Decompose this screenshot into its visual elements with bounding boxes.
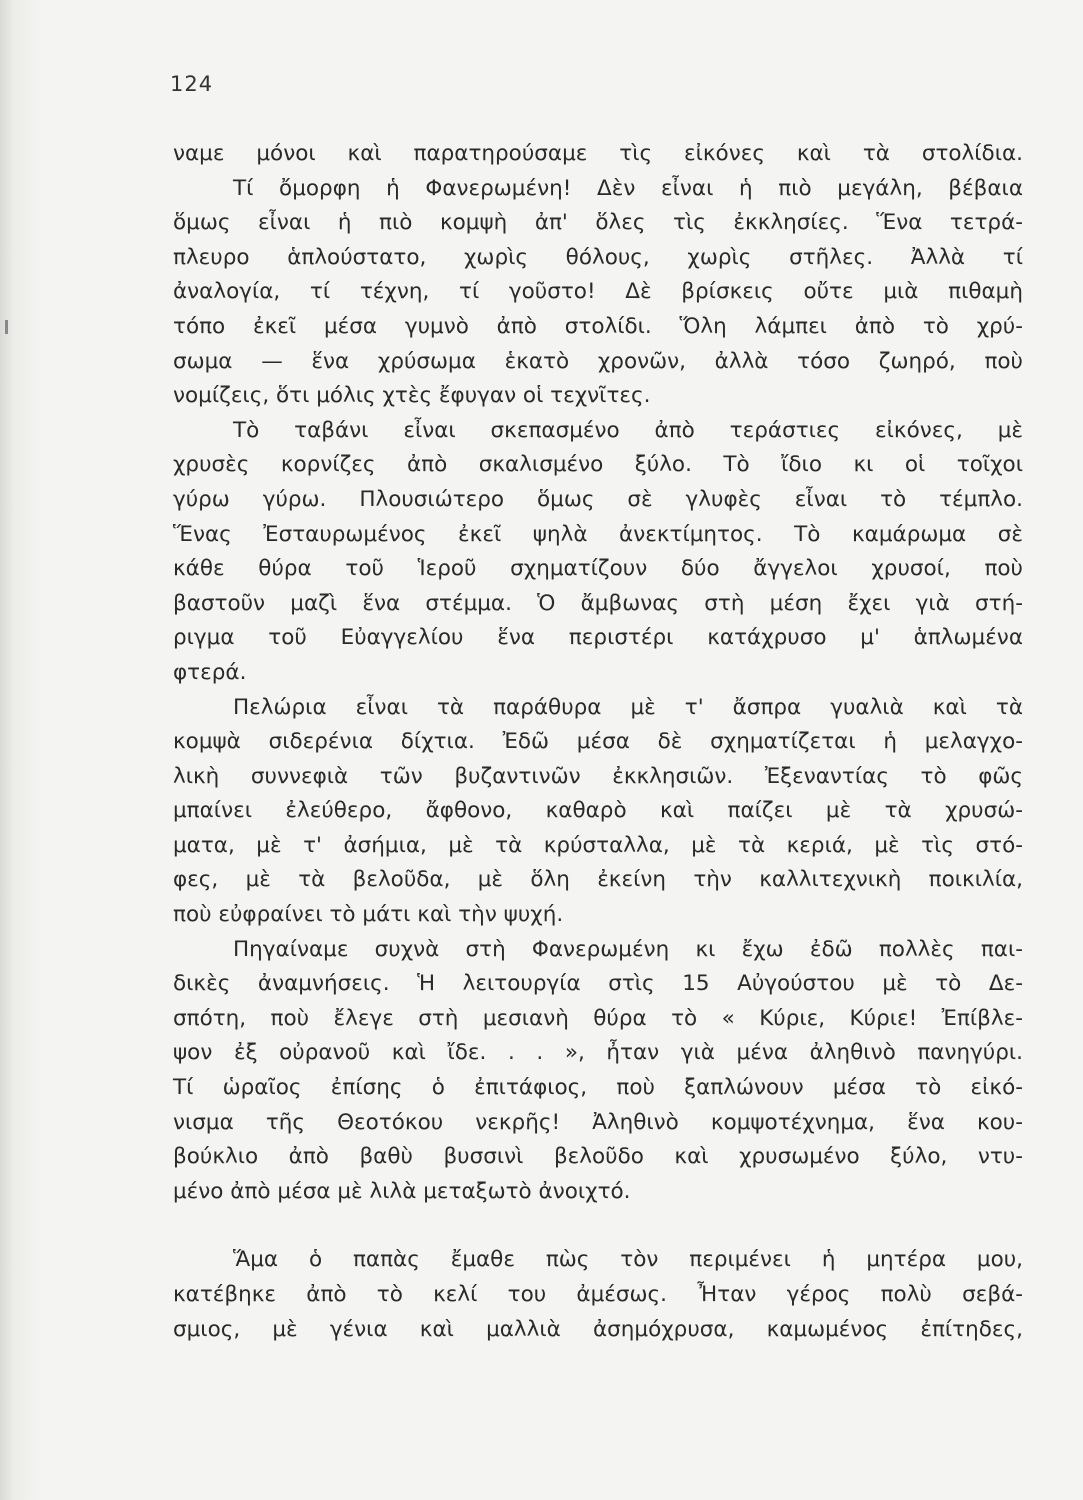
body-text (173, 137, 1023, 1347)
text-line: Τὸ ταβάνι εἶναι σκεπασμένο ἀπὸ τεράστιες εἰκόνες, μὲ (233, 417, 1023, 443)
text-line: ὅμως εἶναι ἡ πιὸ κομψὴ ἀπ' ὅλες τὶς ἐκκλησίες. Ἕνα τετρά- (173, 210, 1023, 236)
text-line: κάθε θύρα τοῦ Ἱεροῦ σχηματίζουν δύο ἄγγελοι χρυσοί, ποὺ (173, 556, 1023, 582)
text-line: βαστοῦν μαζὶ ἕνα στέμμα. Ὁ ἄμβωνας στὴ μέση ἔχει γιὰ στή- (173, 590, 1023, 616)
text-line: τόπο ἐκεῖ μέσα γυμνὸ ἀπὸ στολίδι. Ὅλη λάμπει ἀπὸ τὸ χρύ- (173, 313, 1023, 339)
text-line: χρυσὲς κορνίζες ἀπὸ σκαλισμένο ξύλο. Τὸ ἴδιο κι οἱ τοῖχοι (173, 452, 1023, 478)
text-line: ψον ἐξ οὐρανοῦ καὶ ἴδε. . . », ἦταν γιὰ μένα ἀληθινὸ πανηγύρι. (173, 1040, 1023, 1066)
text-line: νομίζεις, ὅτι μόλις χτὲς ἔφυγαν οἱ τεχνῖτες. (173, 383, 651, 409)
text-line: ναμε μόνοι καὶ παρατηρούσαμε τὶς εἰκόνες καὶ τὰ στολίδια. (173, 141, 1023, 166)
text-line: ριγμα τοῦ Εὐαγγελίου ἕνα περιστέρι κατάχρυσο μ' ἁπλωμένα (173, 625, 1023, 651)
page-number: 124 (170, 72, 214, 96)
text-line: μπαίνει ἐλεύθερο, ἄφθονο, καθαρὸ καὶ παίζει μὲ τὰ χρυσώ- (173, 798, 1023, 824)
text-line: νισμα τῆς Θεοτόκου νεκρῆς! Ἀληθινὸ κομψοτέχνημα, ἕνα κου- (173, 1109, 1023, 1135)
text-line: κατέβηκε ἀπὸ τὸ κελί του ἀμέσως. Ἦταν γέρος πολὺ σεβά- (173, 1282, 1023, 1307)
text-line: Πηγαίναμε συχνὰ στὴ Φανερωμένη κι ἔχω ἐδῶ πολλὲς παι- (233, 936, 1023, 962)
text-line: πλευρο ἁπλούστατο, χωρὶς θόλους, χωρὶς στῆλες. Ἀλλὰ τί (173, 244, 1023, 270)
text-line: Τί ὄμορφη ἡ Φανερωμένη! Δὲν εἶναι ἡ πιὸ μεγάλη, βέβαια (233, 175, 1023, 201)
text-line: δικὲς ἀναμνήσεις. Ἡ λειτουργία στὶς 15 Αὐγούστου μὲ τὸ Δε- (173, 971, 1023, 997)
text-line: φες, μὲ τὰ βελοῦδα, μὲ ὅλη ἐκείνη τὴν καλλιτεχνικὴ ποικιλία, (173, 867, 1023, 893)
section-gap (173, 1209, 1023, 1243)
text-line: ἀναλογία, τί τέχνη, τί γοῦστο! Δὲ βρίσκεις οὔτε μιὰ πιθαμὴ (173, 279, 1023, 305)
text-line: σωμα — ἕνα χρύσωμα ἑκατὸ χρονῶν, ἀλλὰ τόσο ζωηρό, ποὺ (173, 348, 1023, 374)
text-line: Πελώρια εἶναι τὰ παράθυρα μὲ τ' ἄσπρα γυαλιὰ καὶ τὰ (233, 694, 1023, 720)
text-line: Ἅμα ὁ παπὰς ἔμαθε πὼς τὸν περιμένει ἡ μητέρα μου, (233, 1247, 1023, 1273)
margin-mark (5, 320, 8, 334)
text-line: Ἕνας Ἐσταυρωμένος ἐκεῖ ψηλὰ ἀνεκτίμητος. Τὸ καμάρωμα σὲ (173, 521, 1023, 547)
text-line: λικὴ συννεφιὰ τῶν βυζαντινῶν ἐκκλησιῶν. Ἐξεναντίας τὸ φῶς (173, 763, 1023, 789)
text-line: μένο ἀπὸ μέσα μὲ λιλὰ μεταξωτὸ ἀνοιχτό. (173, 1178, 631, 1204)
text-line: κομψὰ σιδερένια δίχτια. Ἐδῶ μέσα δὲ σχηματίζεται ἡ μελαγχο- (173, 729, 1023, 755)
text-line: σπότη, ποὺ ἔλεγε στὴ μεσιανὴ θύρα τὸ « Κύριε, Κύριε! Ἐπίβλε- (173, 1005, 1023, 1031)
text-line: Τί ὡραῖος ἐπίσης ὁ ἐπιτάφιος, ποὺ ξαπλώνουν μέσα τὸ εἰκό- (173, 1075, 1023, 1101)
text-line: βούκλιο ἀπὸ βαθὺ βυσσινὶ βελοῦδο καὶ χρυσωμένο ξύλο, ντυ- (173, 1144, 1023, 1170)
text-line: ποὺ εὐφραίνει τὸ μάτι καὶ τὴν ψυχή. (173, 902, 564, 928)
text-line: φτερά. (173, 659, 247, 685)
text-line: ματα, μὲ τ' ἀσήμια, μὲ τὰ κρύσταλλα, μὲ τὰ κεριά, μὲ τὶς στό- (173, 832, 1023, 858)
text-line: γύρω γύρω. Πλουσιώτερο ὅμως σὲ γλυφὲς εἶναι τὸ τέμπλο. (173, 486, 1023, 512)
text-line: σμιος, μὲ γένια καὶ μαλλιὰ ἀσημόχρυσα, καμωμένος ἐπίτηδες, (173, 1316, 1023, 1342)
